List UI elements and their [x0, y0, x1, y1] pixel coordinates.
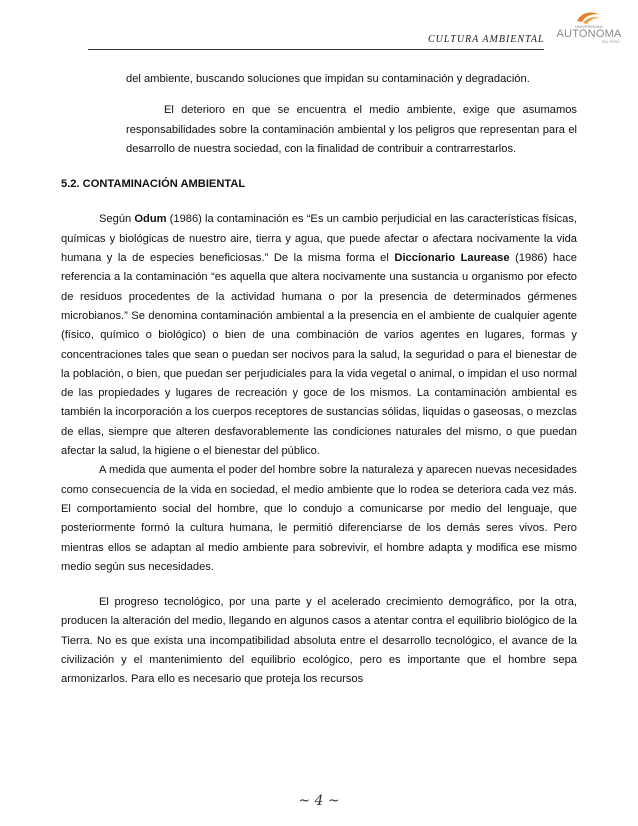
- header-rule: [88, 49, 544, 50]
- paragraph-progreso: El progreso tecnológico, por una parte y el acelerado crecimiento demográfico, por la otra, producen la alteración del medio, llegando en algunos casos a atentar contra el equilibrio biológico de la Tierra. No es que exista una incompatibilidad absoluta entre el desarrollo tecnológico, el avance de la civilización y el mantenimiento del equilibrio ecológico, pero es importante que el hombre sepa armonizarlos. Para ello es necesario que proteja los recursos: [61, 596, 577, 686]
- paragraph-poder-hombre: A medida que aumenta el poder del hombre sobre la naturaleza y aparecen nuevas necesidades como consecuencia de la vida en sociedad, el medio ambiente que lo rodea se deteriora cada vez más. El comportamiento social del hombre, que lo condujo a comunicarse por medio del lenguaje, que posteriormente formó la cultura humana, le permitió diferenciarse de los demás seres vivos. Pero mientras ellos se adaptan al medio ambiente para sobrevivir, el hombre adapta y modifica ese mismo medio según sus necesidades.: [61, 464, 577, 573]
- running-header-title: CULTURA AMBIENTAL: [428, 34, 545, 45]
- author-odum: Odum: [134, 213, 167, 226]
- university-logo: [554, 9, 624, 53]
- page-body: [61, 70, 577, 690]
- logo-top-text: UNIVERSIDAD: [575, 25, 603, 29]
- page-number: ~ 4 ~: [298, 793, 340, 809]
- logo-name: AUTONOMA: [556, 28, 622, 40]
- logo-bottom-text: DEL PERÚ: [601, 40, 620, 44]
- text-segment: Según: [99, 213, 135, 226]
- flame-wave-logo-icon: [574, 9, 604, 25]
- paragraph-odum: [61, 210, 577, 461]
- text-segment: (1986) la contaminación es “Es un cambio perjudicial en las características físicas, químicas y biológicas de nuestro aire, tierra y agua, que puede afectar o afectara nocivamente la vida humana y la de especies beneficiosas.” De la misma forma el: [61, 213, 577, 265]
- dictionary-name: Diccionario Laurease: [394, 252, 510, 265]
- text-segment: (1986) hace referencia a la contaminación “es aquella que altera nocivamente una sustancia u organismo por efecto de residuos procedentes de la actividad humana o por la presencia de determinados gérmenes microbianos.” Se denomina contaminación ambiental a la presencia en el ambiente de cualquier agente (físico, químico o biológico) o bien de una combinación de varios agentes en lugares, formas y concentraciones tales que sean o puedan ser nocivos para la salud, la seguridad o para el bienestar de la población, o bien, que puedan ser perjudiciales para la vida vegetal o animal, o impidan el uso normal de las propiedades y lugares de recreación y goce de los mismos. La contaminación ambiental es también la incorporación a los cuerpos receptores de sustancias sólidas, liquidas o gaseosas, o mezclas de ellas, siempre que alteren desfavorablemente las condiciones naturales del mismo, o que puedan afectar la salud, la higiene o el bienestar del público.: [61, 252, 577, 458]
- paragraph-deterioro: El deterioro en que se encuentra el medio ambiente, exige que asumamos responsabilidades sobre la contaminación ambiental y los peligros que representan para el desarrollo de nuestra sociedad, con la finalidad de contribuir a contrarrestarlos.: [126, 104, 577, 155]
- section-heading: 5.2. CONTAMINACIÓN AMBIENTAL: [61, 178, 246, 191]
- paragraph-continued: del ambiente, buscando soluciones que impidan su contaminación y degradación.: [126, 73, 530, 85]
